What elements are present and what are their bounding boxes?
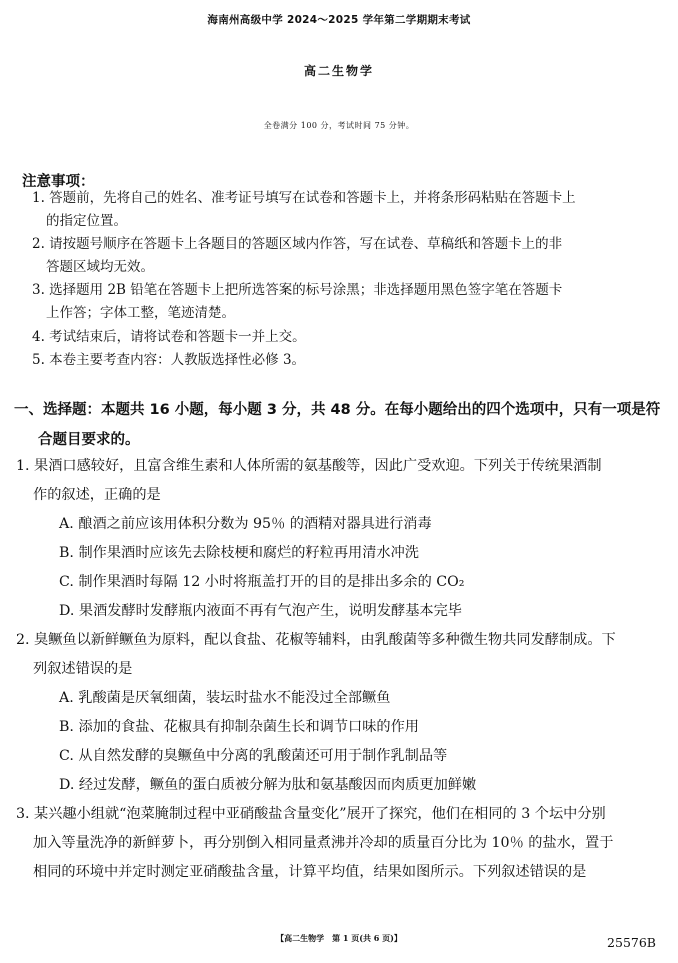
exam-title: 海南州高级中学 2024～2025 学年第二学期期末考试 bbox=[207, 14, 471, 26]
question-2-option-b: B. 添加的食盐、花椒具有抑制杂菌生长和调节口味的作用 bbox=[59, 719, 419, 735]
notice-item-1: 1. 答题前，先将自己的姓名、准考证号填写在试卷和答题卡上，并将条形码粘贴在答题卡上 bbox=[32, 190, 576, 206]
notice-item-2-cont: 答题区域均无效。 bbox=[46, 259, 154, 275]
question-2-stem-cont: 列叙述错误的是 bbox=[33, 661, 133, 677]
notice-item-4: 4. 考试结束后，请将试卷和答题卡一并上交。 bbox=[32, 329, 306, 345]
question-3-stem: 3. 某兴趣小组就“泡菜腌制过程中亚硝酸盐含量变化”展开了探究，他们在相同的 3 个坛中分别 bbox=[16, 806, 606, 822]
notice-item-5: 5. 本卷主要考查内容：人教版选择性必修 3。 bbox=[32, 352, 306, 368]
page-footer: 【高二生物学 第 1 页(共 6 页)】 bbox=[276, 933, 402, 943]
notice-heading: 注意事项： bbox=[22, 174, 95, 190]
question-1-stem-cont: 作的叙述，正确的是 bbox=[33, 487, 161, 503]
question-1-option-a: A. 酿酒之前应该用体积分数为 95％ 的酒精对器具进行消毒 bbox=[59, 516, 432, 532]
question-3-stem-cont-2: 相同的环境中并定时测定亚硝酸盐含量，计算平均值，结果如图所示。下列叙述错误的是 bbox=[33, 864, 587, 880]
question-1-option-b: B. 制作果酒时应该先去除枝梗和腐烂的籽粒再用清水冲洗 bbox=[59, 545, 419, 561]
notice-item-3-cont: 上作答；字体工整，笔迹清楚。 bbox=[46, 305, 235, 321]
question-1-option-d: D. 果酒发酵时发酵瓶内液面不再有气泡产生，说明发酵基本完毕 bbox=[59, 603, 462, 619]
question-1-stem: 1. 果酒口感较好，且富含维生素和人体所需的氨基酸等，因此广受欢迎。下列关于传统果酒制 bbox=[16, 458, 602, 474]
notice-item-3: 3. 选择题用 2B 铅笔在答题卡上把所选答案的标号涂黑；非选择题用黑色签字笔在答题卡 bbox=[32, 282, 563, 298]
question-2-stem: 2. 臭鳜鱼以新鲜鳜鱼为原料，配以食盐、花椒等辅料，由乳酸菌等多种微生物共同发酵制成。下 bbox=[16, 632, 616, 648]
question-1-option-c: C. 制作果酒时每隔 12 小时将瓶盖打开的目的是排出多余的 CO₂ bbox=[59, 574, 465, 590]
question-3-stem-cont-1: 加入等量洗净的新鲜萝卜，再分别倒入相同量煮沸并冷却的质量百分比为 10％ 的盐水，置于 bbox=[33, 835, 614, 851]
question-2-option-d: D. 经过发酵，鳜鱼的蛋白质被分解为肽和氨基酸因而肉质更加鲜嫩 bbox=[59, 777, 477, 793]
section-heading-cont: 合题目要求的。 bbox=[38, 432, 140, 448]
paper-code: 25576B bbox=[607, 935, 656, 950]
question-2-option-c: C. 从自然发酵的臭鳜鱼中分离的乳酸菌还可用于制作乳制品等 bbox=[59, 748, 448, 764]
score-line: 全卷满分 100 分，考试时间 75 分钟。 bbox=[263, 121, 415, 130]
section-heading: 一、选择题：本题共 16 小题，每小题 3 分，共 48 分。在每小题给出的四个选项中，只有一项是符 bbox=[14, 402, 661, 418]
notice-item-1-cont: 的指定位置。 bbox=[46, 213, 127, 229]
question-2-option-a: A. 乳酸菌是厌氧细菌，装坛时盐水不能没过全部鳜鱼 bbox=[59, 690, 391, 706]
notice-item-2: 2. 请按题号顺序在答题卡上各题目的答题区域内作答，写在试卷、草稿纸和答题卡上的非 bbox=[32, 236, 563, 252]
subject-title: 高二生物学 bbox=[303, 64, 374, 78]
